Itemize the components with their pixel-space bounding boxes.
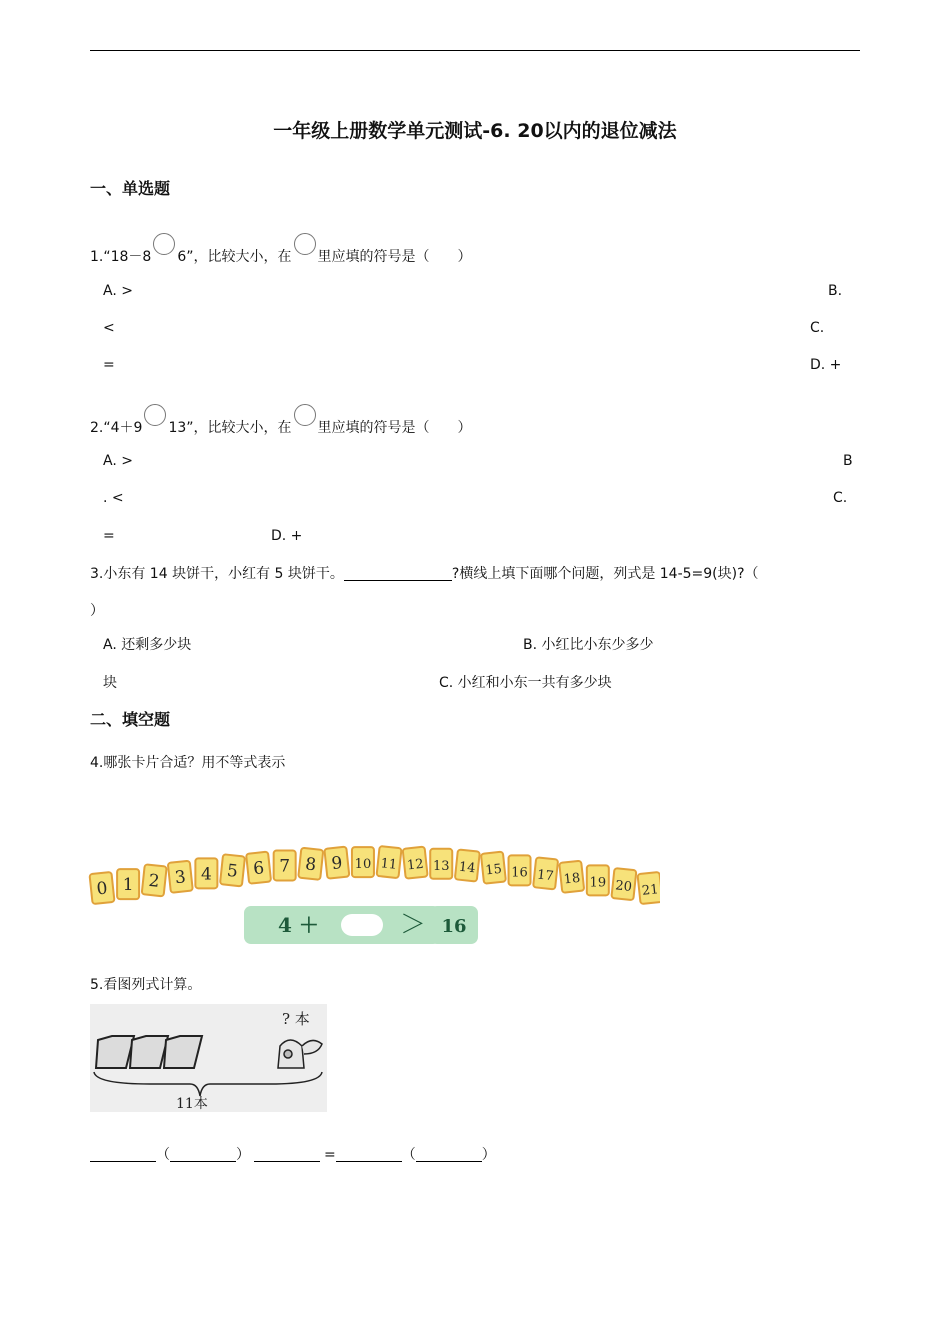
number-card-label: 14: [458, 859, 477, 877]
q5-blank-2[interactable]: [254, 1147, 320, 1162]
number-card: [430, 849, 452, 879]
number-card-label: 10: [354, 857, 372, 873]
number-card-label: 6: [252, 858, 266, 880]
number-card: [533, 857, 558, 889]
number-card-label: 16: [511, 865, 528, 881]
q1-text-pre: 1.“18－8: [90, 249, 152, 265]
number-card: [168, 861, 193, 893]
q5-blank-result[interactable]: [336, 1147, 402, 1162]
number-card: [587, 865, 609, 895]
number-card-label: 15: [484, 861, 503, 879]
number-card: [142, 864, 167, 896]
number-card-label: 9: [330, 853, 344, 875]
right-paren: ）: [236, 1147, 250, 1163]
left-paren: （: [156, 1147, 170, 1163]
number-card: [403, 847, 428, 879]
q1-text-post: 里应填的符号是（ ）: [317, 249, 472, 265]
q2-text-post: 里应填的符号是（ ）: [317, 420, 472, 436]
number-card-label: 2: [147, 870, 161, 892]
question-books-label: ? 本: [282, 1010, 310, 1028]
number-card: [455, 849, 480, 881]
number-card-label: 3: [173, 867, 187, 889]
number-card: [220, 854, 245, 886]
q3-option-b-cont: 块: [103, 675, 117, 691]
number-card: [195, 858, 217, 888]
number-card-label: 7: [279, 856, 291, 877]
circle-blank-icon: [294, 404, 316, 426]
question-5: 5.看图列式计算。: [90, 977, 202, 993]
q2-text-pre: 2.“4＋9: [90, 420, 143, 436]
q1-option-a[interactable]: A. >: [103, 283, 133, 299]
number-card: [481, 852, 506, 884]
q2-option-c[interactable]: C.: [833, 490, 848, 506]
question-1: [90, 233, 472, 266]
question-3: [90, 563, 759, 583]
number-card: [246, 852, 271, 884]
number-card-label: 8: [304, 854, 318, 876]
number-card-label: 4: [200, 864, 212, 885]
q5-blank-1[interactable]: [90, 1147, 156, 1162]
right-paren: ）: [481, 1147, 496, 1163]
number-card-label: 17: [536, 867, 555, 885]
number-card: [352, 847, 374, 877]
q1-option-d[interactable]: D. +: [810, 357, 842, 373]
number-card: [298, 848, 323, 880]
expression-left: 4 ＋: [278, 913, 319, 937]
q5-blank-unit[interactable]: [416, 1147, 482, 1162]
q2-option-d[interactable]: D. +: [271, 528, 303, 544]
q2-option-b-value: . <: [103, 490, 124, 506]
question-4: 4.哪张卡片合适？用不等式表示: [90, 755, 286, 771]
number-card-label: 0: [95, 878, 109, 900]
equals-sign: =: [324, 1147, 336, 1163]
number-card-label: 5: [225, 860, 239, 882]
q1-text-mid: 6”，比较大小，在: [177, 249, 292, 265]
number-card-label: 21: [641, 882, 660, 899]
number-card-label: 12: [406, 856, 425, 874]
expression-blank[interactable]: [341, 914, 383, 936]
q3-answer-blank[interactable]: [344, 566, 452, 581]
expression-right: 16: [441, 916, 467, 937]
q3-option-b[interactable]: B. 小红比小东少多少: [523, 637, 654, 653]
q1-option-b-value: <: [103, 320, 115, 336]
q2-option-b[interactable]: B: [843, 453, 853, 469]
question-2: [90, 404, 472, 437]
q3-close-paren: ）: [90, 603, 104, 619]
q1-option-c[interactable]: C.: [810, 320, 825, 336]
number-card: [117, 869, 139, 899]
section-heading-single-choice: 一、单选题: [90, 179, 171, 198]
q5-blank-operator[interactable]: [170, 1147, 236, 1162]
q5-answer-line: [90, 1144, 496, 1164]
number-card-label: 18: [562, 870, 581, 888]
number-card: [377, 846, 402, 878]
number-card-label: 1: [122, 875, 134, 896]
circle-blank-icon: [294, 233, 316, 255]
number-card: [509, 855, 531, 885]
page-title: 一年级上册数学单元测试-6. 20以内的退位减法: [273, 120, 677, 142]
number-card: [611, 868, 636, 900]
circle-blank-icon: [144, 404, 166, 426]
books-figure: [90, 1004, 327, 1112]
number-card: [637, 872, 660, 904]
number-card-label: 19: [589, 875, 607, 891]
number-card: [274, 850, 296, 880]
q3-text-2: ?横线上填下面哪个问题，列式是 14-5=9(块)?（: [451, 566, 759, 582]
q1-option-b[interactable]: B.: [828, 283, 843, 299]
number-card: [559, 861, 584, 893]
circle-blank-icon: [153, 233, 175, 255]
number-card-label: 13: [432, 858, 450, 874]
total-books-label: 11本: [176, 1096, 208, 1112]
number-card-label: 11: [379, 856, 398, 873]
q3-text: 3.小东有 14 块饼干，小红有 5 块饼干。: [90, 566, 344, 582]
section-heading-fill-in: 二、填空题: [90, 710, 171, 729]
q2-option-a[interactable]: A. >: [103, 453, 133, 469]
q2-option-c-value: =: [103, 528, 115, 544]
number-cards-figure: [88, 836, 660, 948]
header-rule: [90, 50, 860, 51]
q3-option-a[interactable]: A. 还剩多少块: [103, 637, 192, 653]
number-card: [324, 847, 349, 879]
q2-text-mid: 13”，比较大小，在: [168, 420, 292, 436]
number-card: [89, 872, 114, 904]
q1-option-c-value: =: [103, 357, 115, 373]
left-paren: （: [401, 1147, 416, 1163]
number-card-label: 20: [614, 878, 633, 895]
q3-option-c[interactable]: C. 小红和小东一共有多少块: [439, 675, 612, 691]
greater-than-sign: ＞: [400, 910, 427, 940]
